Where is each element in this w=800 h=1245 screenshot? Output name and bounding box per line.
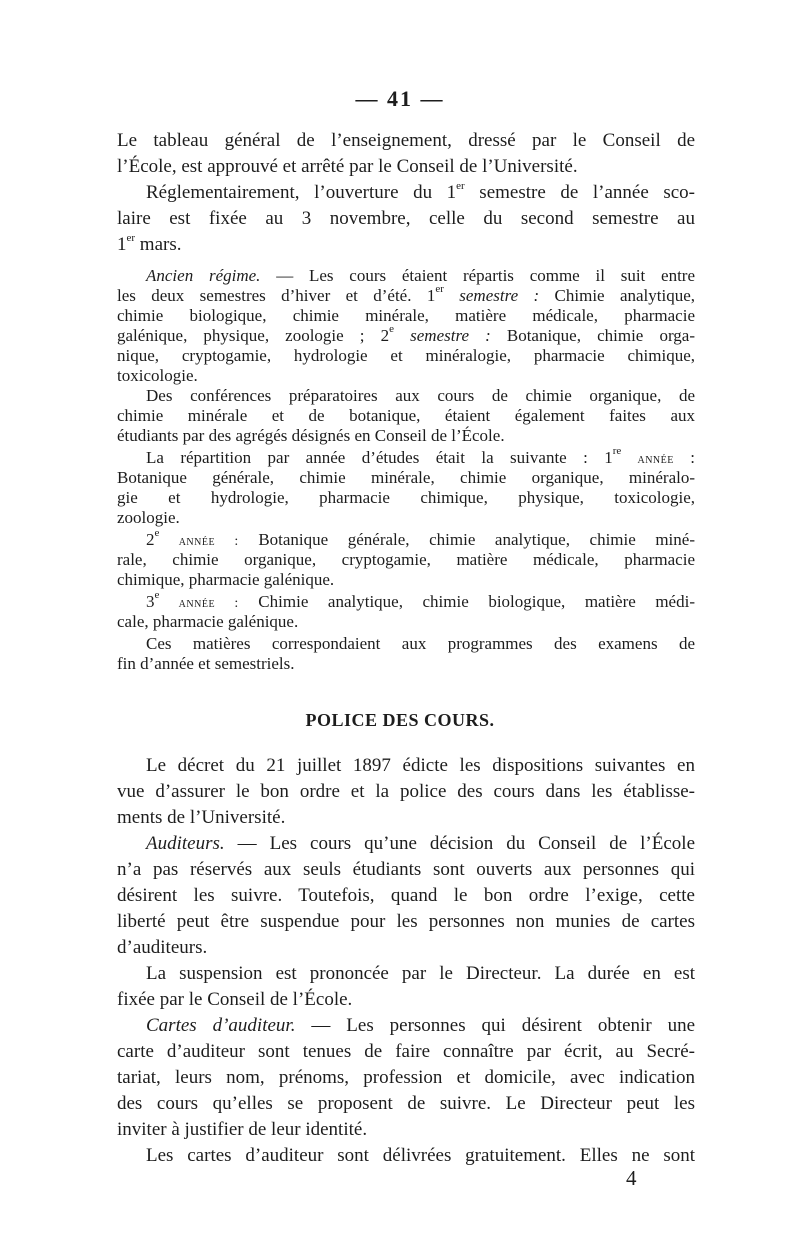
text-line: 3e année : Chimie analytique, chimie biologique, matière médi- bbox=[146, 589, 695, 611]
text-line: inviter à justifier de leur identité. bbox=[117, 1119, 368, 1140]
text-line: rale, chimie organique, cryptogamie, matière médicale, pharmacie bbox=[117, 550, 695, 569]
text-line: Le tableau général de l’enseignement, dressé par le Conseil de bbox=[117, 130, 695, 151]
text-line: d’auditeurs. bbox=[117, 937, 208, 958]
text-line: zoologie. bbox=[117, 508, 180, 527]
text-line: Auditeurs. — Les cours qu’une décision du Conseil de l’École bbox=[146, 833, 695, 854]
text-line: l’École, est approuvé et arrêté par le Conseil de l’Université. bbox=[117, 156, 578, 177]
text-line: toxicologie. bbox=[117, 366, 198, 385]
text-line: Réglementairement, l’ouverture du 1er semestre de l’année sco- bbox=[146, 179, 695, 203]
text-line: liberté peut être suspendue pour les personnes non munies de cartes bbox=[117, 911, 695, 932]
text-line: nique, cryptogamie, hydrologie et minéralogie, pharmacie chimique, bbox=[117, 346, 695, 365]
text-line: étudiants par des agrégés désignés en Conseil de l’École. bbox=[117, 426, 505, 445]
text-line: fixée par le Conseil de l’École. bbox=[117, 989, 353, 1010]
text-line: Botanique générale, chimie minérale, chimie organique, minéralo- bbox=[117, 468, 695, 487]
text-line: galénique, physique, zoologie ; 2e semestre : Botanique, chimie orga- bbox=[117, 323, 695, 345]
section-heading: POLICE DES COURS. bbox=[305, 710, 495, 730]
text-line: chimique, pharmacie galénique. bbox=[117, 570, 335, 589]
text-line: vue d’assurer le bon ordre et la police des cours dans les établisse- bbox=[117, 781, 695, 802]
text-line: chimie minérale et de botanique, étaient également faites aux bbox=[117, 406, 695, 425]
text-line: des cours qu’elles se proposent de suivre. Le Directeur peut les bbox=[117, 1093, 695, 1114]
text-line: désirent les suivre. Toutefois, quand le bon ordre l’exige, cette bbox=[117, 885, 695, 906]
text-line: laire est fixée au 3 novembre, celle du second semestre au bbox=[117, 208, 695, 229]
text-line: n’a pas réservés aux seuls étudiants sont ouverts aux personnes qui bbox=[117, 859, 695, 880]
text-line: 1er mars. bbox=[117, 231, 182, 255]
text-line: ments de l’Université. bbox=[117, 807, 286, 828]
text-line: fin d’année et semestriels. bbox=[117, 654, 295, 673]
text-line: La suspension est prononcée par le Directeur. La durée en est bbox=[146, 963, 695, 984]
text-line: tariat, leurs nom, prénoms, profession et domicile, avec indication bbox=[117, 1067, 695, 1088]
text-line: carte d’auditeur sont tenues de faire connaître par écrit, au Secré- bbox=[117, 1041, 695, 1062]
text-line: La répartition par année d’études était la suivante : 1re année : bbox=[146, 445, 695, 467]
text-line: Des conférences préparatoires aux cours de chimie organique, de bbox=[146, 386, 695, 405]
page-number: — 41 — bbox=[355, 86, 445, 111]
text-line: Ces matières correspondaient aux programmes des examens de bbox=[146, 634, 695, 653]
text-line: Le décret du 21 juillet 1897 édicte les dispositions suivantes en bbox=[146, 755, 695, 776]
text-line: cale, pharmacie galénique. bbox=[117, 612, 299, 631]
signature-mark: 4 bbox=[626, 1166, 637, 1190]
text-line: gie et hydrologie, pharmacie chimique, physique, toxicologie, bbox=[117, 488, 695, 507]
text-line: Ancien régime. — Les cours étaient répartis comme il suit entre bbox=[146, 266, 696, 285]
text-line: Les cartes d’auditeur sont délivrées gratuitement. Elles ne sont bbox=[146, 1145, 695, 1166]
text-line: chimie biologique, chimie minérale, matière médicale, pharmacie bbox=[117, 306, 695, 325]
text-line: 2e année : Botanique générale, chimie analytique, chimie miné- bbox=[146, 527, 695, 549]
text-line: les deux semestres d’hiver et d’été. 1er semestre : Chimie analytique, bbox=[117, 283, 696, 305]
text-line: Cartes d’auditeur. — Les personnes qui désirent obtenir une bbox=[146, 1015, 695, 1036]
